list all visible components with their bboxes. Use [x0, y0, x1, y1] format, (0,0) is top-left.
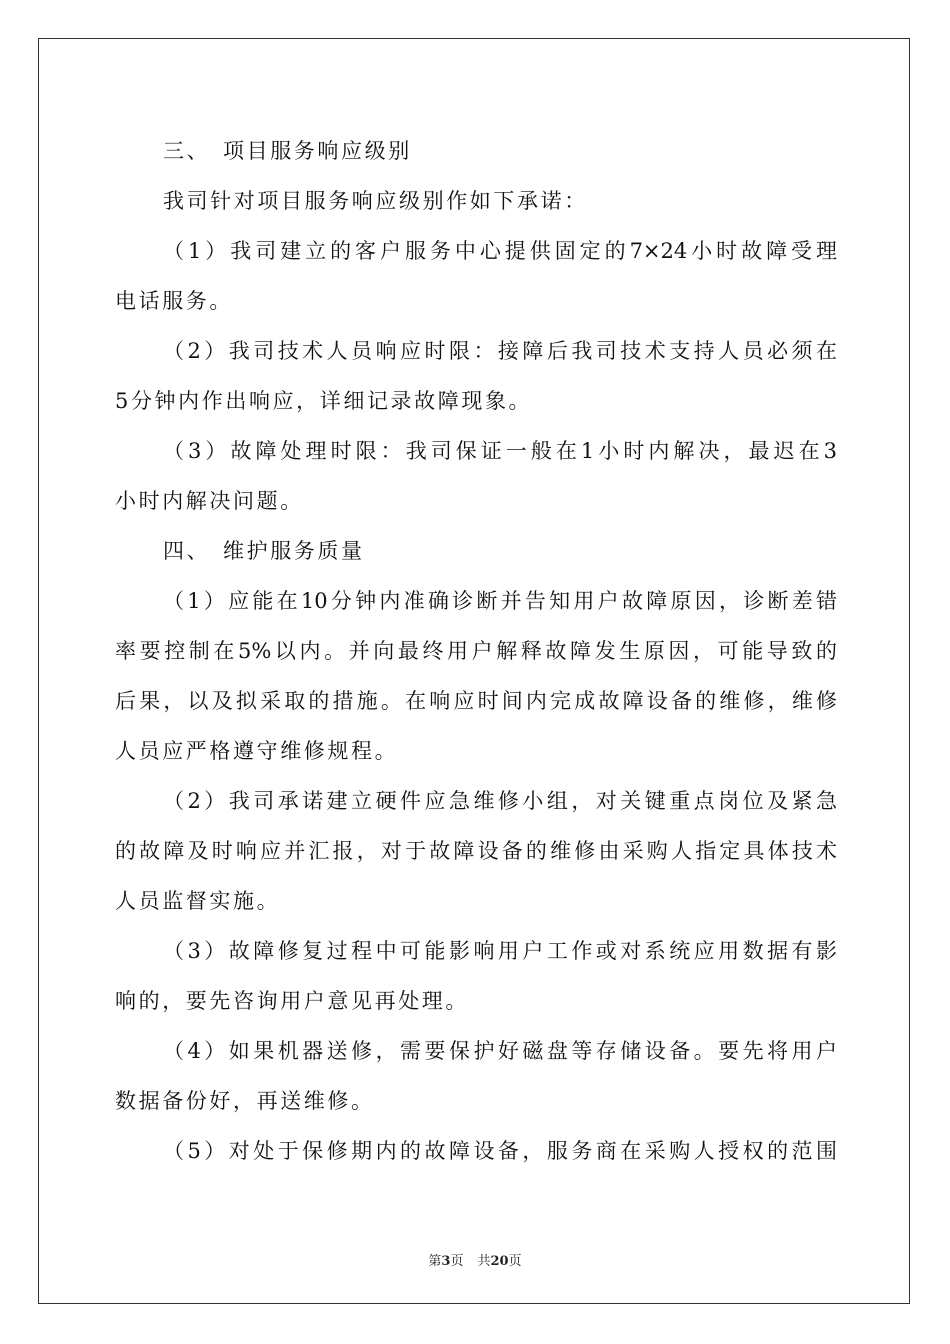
section-heading-3	[115, 126, 837, 176]
paragraph-line: （5）对处于保修期内的故障设备，服务商在采购人授权的范围	[163, 1139, 837, 1163]
footer-page-prefix: 第	[428, 1254, 442, 1269]
paragraph-line: 率要控制在5%以内。并向最终用户解释故障发生原因，可能导致的	[115, 639, 837, 663]
document-body	[115, 126, 837, 1176]
paragraph-line: 人员监督实施。	[115, 889, 281, 913]
footer-page-total: 20	[490, 1254, 509, 1269]
paragraph-line: （1）应能在10分钟内准确诊断并告知用户故障原因，诊断差错	[163, 589, 837, 613]
paragraph-line: （2）我司承诺建立硬件应急维修小组，对关键重点岗位及紧急	[163, 789, 837, 813]
footer-total-prefix: 共	[477, 1254, 491, 1269]
paragraph-line: （3）故障修复过程中可能影响用户工作或对系统应用数据有影	[163, 939, 837, 963]
paragraph-line: （2）我司技术人员响应时限：接障后我司技术支持人员必须在	[163, 339, 837, 363]
footer-total-suffix: 页	[508, 1254, 522, 1269]
footer-page-suffix: 页	[450, 1254, 464, 1269]
paragraph-line: 后果，以及拟采取的措施。在响应时间内完成故障设备的维修，维修	[115, 689, 837, 713]
section-title: 维护服务质量	[223, 539, 365, 563]
paragraph-line: 5分钟内作出响应，详细记录故障现象。	[115, 389, 533, 413]
section-title: 项目服务响应级别	[223, 139, 412, 163]
paragraph-intro: 我司针对项目服务响应级别作如下承诺：	[163, 189, 588, 213]
paragraph-line: 的故障及时响应并汇报，对于故障设备的维修由采购人指定具体技术	[115, 839, 837, 863]
paragraph-line: （4）如果机器送修，需要保护好磁盘等存储设备。要先将用户	[163, 1039, 837, 1063]
paragraph-line: 数据备份好，再送维修。	[115, 1089, 375, 1113]
paragraph-line: 小时内解决问题。	[115, 489, 304, 513]
paragraph-line: （3）故障处理时限：我司保证一般在1小时内解决，最迟在3	[163, 439, 837, 463]
section-heading-4	[115, 526, 837, 576]
section-number: 四、	[163, 539, 211, 563]
paragraph-line: 人员应严格遵守维修规程。	[115, 739, 399, 763]
page-footer	[0, 1250, 950, 1269]
paragraph-line: 响的，要先咨询用户意见再处理。	[115, 989, 469, 1013]
footer-page-current: 3	[441, 1254, 451, 1269]
paragraph-line: （1）我司建立的客户服务中心提供固定的7×24小时故障受理	[163, 239, 837, 263]
section-number: 三、	[163, 139, 211, 163]
paragraph-line: 电话服务。	[115, 289, 233, 313]
